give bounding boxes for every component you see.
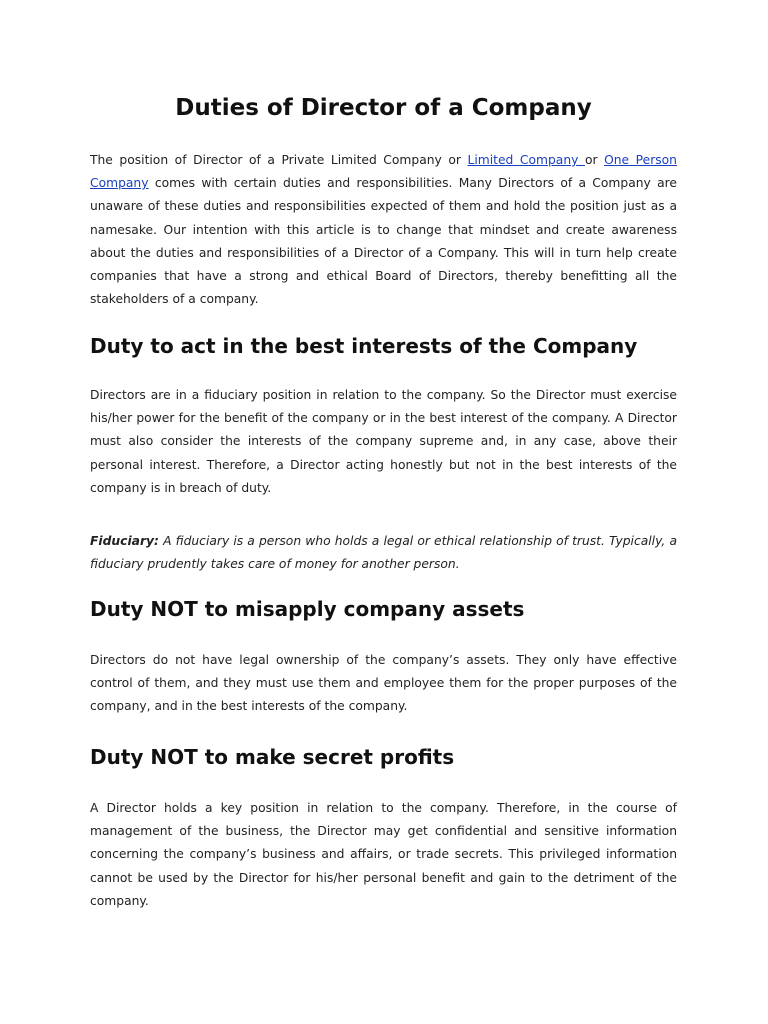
intro-text-2: or xyxy=(584,153,605,167)
one-person-company-link[interactable]: One Person Company xyxy=(90,153,677,191)
limited-company-link[interactable]: Limited Company xyxy=(467,153,585,167)
definition-term: Fiduciary: xyxy=(90,534,159,548)
document-title: Duties of Director of a Company xyxy=(175,95,592,121)
section-heading-secret-profits: Duty NOT to make secret profits xyxy=(90,745,455,769)
fiduciary-definition xyxy=(90,530,677,576)
section-body-misapply-assets: Directors do not have legal ownership of the company’s assets. They only have effective control of them, and they must use them and employee them for the proper purposes of the company, and in the best interests of the company. xyxy=(90,653,677,714)
section-heading-best-interests: Duty to act in the best interests of the Company xyxy=(90,334,638,358)
section-body-best-interests: Directors are in a fiduciary position in relation to the company. So the Director must exercise his/her power for the benefit of the company or in the best interest of the company. A Director must also consider the interests of the company supreme and, in any case, above their personal interest. Therefore, a Director acting honestly but not in the best interests of the company is in breach of duty. xyxy=(90,388,677,495)
intro-text-3: comes with certain duties and responsibilities. Many Directors of a Company are unaware of these duties and responsibilities expected of them and hold the position just as a namesake. Our intention with this article is to change that mindset and create awareness about the duties and responsibilities of a Director of a Company. This will in turn help create companies that have a strong and ethical Board of Directors, thereby benefitting all the stakeholders of a company. xyxy=(90,176,677,307)
intro-text-1: The position of Director of a Private Limited Company or xyxy=(90,153,468,167)
section-heading-misapply-assets: Duty NOT to misapply company assets xyxy=(90,597,525,621)
section-body-secret-profits: A Director holds a key position in relation to the company. Therefore, in the course of management of the business, the Director may get confidential and sensitive information concerning the company’s business and affairs, or trade secrets. This privileged information cannot be used by the Director for his/her personal benefit and gain to the detriment of the company. xyxy=(90,801,677,908)
definition-text: A fiduciary is a person who holds a legal or ethical relationship of trust. Typically, a fiduciary prudently takes care of money for another person. xyxy=(90,534,677,572)
intro-paragraph xyxy=(90,149,677,311)
